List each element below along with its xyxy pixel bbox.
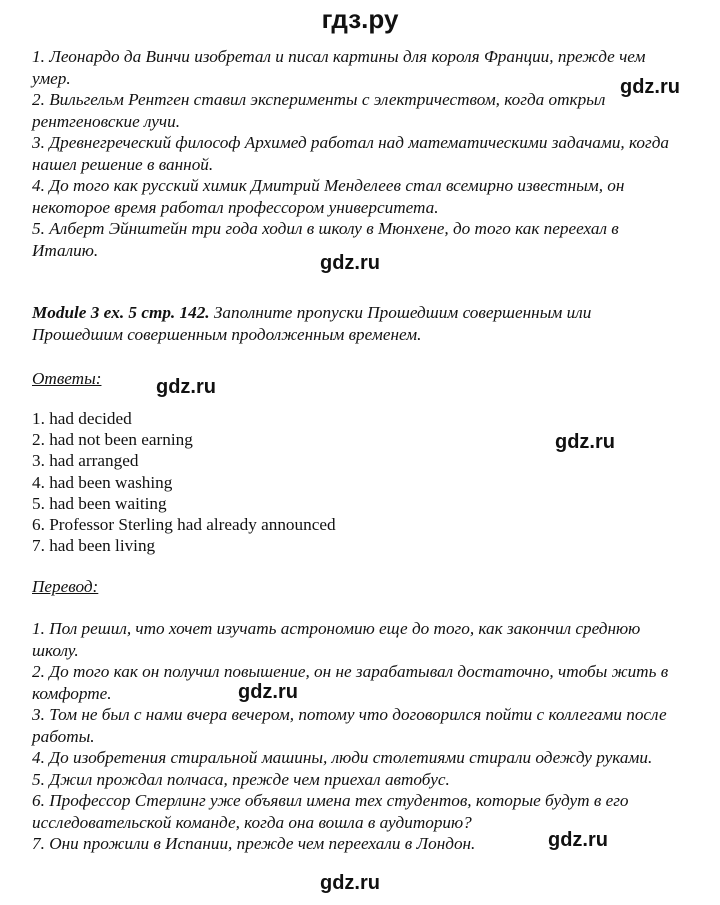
intro-line: рентгеновские лучи. [32, 111, 181, 131]
translation-line: 2. До того как он получил повышение, он не зарабатывал достаточно, чтобы жить в [32, 662, 669, 681]
intro-line: умер. [32, 68, 71, 88]
task-line [32, 302, 694, 324]
translation-line: 4. До изобретения стиральной машины, люди столетиями стирали одежду руками. [32, 748, 653, 767]
answer-item: 1. had decided [32, 409, 132, 428]
task-line: Прошедшим совершенным продолженным временем. [32, 324, 422, 344]
watermark: gdz.ru [320, 252, 380, 274]
translation-line: исследовательской команде, когда она вошла в аудиторию? [32, 812, 472, 832]
watermark: gdz.ru [548, 829, 608, 851]
intro-line: 4. До того как русский химик Дмитрий Менделеев стал всемирно известным, он [32, 176, 625, 195]
intro-line: Италию. [32, 240, 99, 260]
answers-heading: Ответы: [32, 369, 102, 388]
intro-line: 2. Вильгельм Рентген ставил эксперименты с электричеством, когда открыл [32, 90, 606, 109]
intro-line: 5. Алберт Эйнштейн три года ходил в школу в Мюнхене, до того как переехал в [32, 219, 619, 238]
intro-line: некоторое время работал профессором университета. [32, 197, 439, 217]
task-label: Module 3 ex. 5 стр. 142. [32, 303, 210, 322]
translation-line: 6. Профессор Стерлинг уже объявил имена тех студентов, которые будут в его [32, 791, 629, 810]
intro-sentences [32, 46, 694, 261]
translation-line: 3. Том не был с нами вчера вечером, потому что договорился пойти с коллегами после [32, 705, 667, 724]
watermark: gdz.ru [620, 76, 680, 98]
answer-item: 6. Professor Sterling had already announced [32, 515, 336, 535]
answer-item: 5. had been waiting [32, 493, 167, 513]
answer-item: 4. had been washing [32, 472, 173, 492]
translation-line: 1. Пол решил, что хочет изучать астрономию еще до того, как закончил среднюю [32, 619, 641, 638]
translation-line: комфорте. [32, 683, 112, 703]
translation-line: работы. [32, 726, 95, 746]
watermark: gdz.ru [156, 376, 216, 398]
answer-item: 3. had arranged [32, 451, 139, 471]
task-text: Заполните пропуски Прошедшим совершенным или [209, 303, 592, 322]
watermark: gdz.ru [320, 872, 380, 894]
intro-line: 3. Древнегреческий философ Архимед работал над математическими задачами, когда [32, 133, 670, 152]
answer-item: 7. had been living [32, 536, 156, 556]
page-header-watermark: гдз.ру [321, 4, 399, 34]
translation-line: 7. Они прожили в Испании, прежде чем переехали в Лондон. [32, 834, 476, 853]
translation-line: 5. Джил прождал полчаса, прежде чем приехал автобус. [32, 769, 450, 789]
watermark: gdz.ru [555, 431, 615, 453]
answer-item: 2. had not been earning [32, 430, 193, 450]
answers-list [32, 408, 336, 556]
translation-sentences [32, 618, 694, 855]
task-instruction [32, 302, 694, 345]
intro-line: нашел решение в ванной. [32, 154, 214, 174]
translation-heading: Перевод: [32, 577, 99, 596]
watermark: gdz.ru [238, 681, 298, 703]
intro-line: 1. Леонардо да Винчи изобретал и писал картины для короля Франции, прежде чем [32, 47, 646, 66]
translation-line: школу. [32, 640, 79, 660]
